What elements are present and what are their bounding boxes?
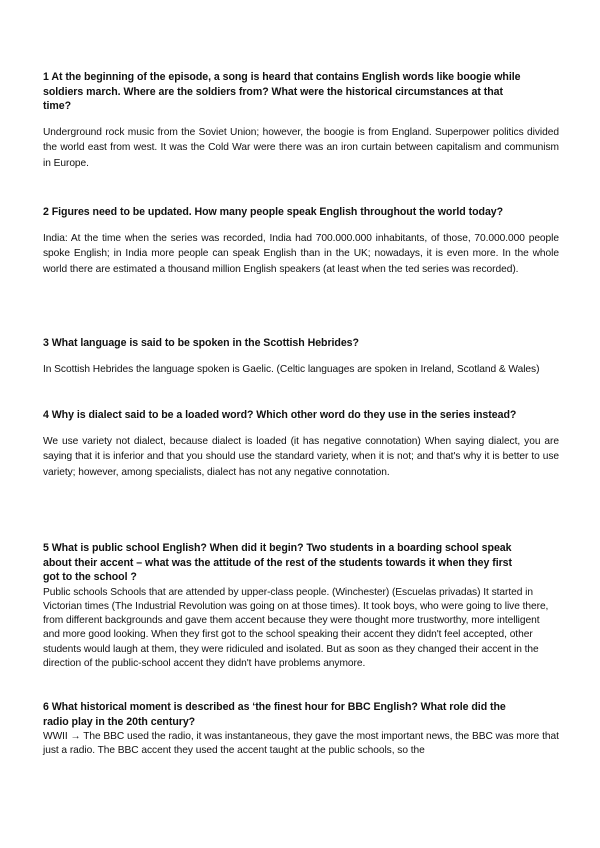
question-1: 1 At the beginning of the episode, a song is heard that contains English words like boogie while soldiers march. Where are the soldiers from? What were the historical circumstances at that time? [43, 71, 521, 112]
question-6: 6 What historical moment is described as ‘the finest hour for BBC English? What role did the radio play in the 20th century? [43, 701, 506, 728]
question-2: 2 Figures need to be updated. How many people speak English throughout the world today? [43, 206, 504, 218]
question-5: 5 What is public school English? When did it begin? Two students in a boarding school speak about their accent – what was the attitude of the rest of the students towards it when they first got to the school ? [43, 542, 512, 583]
question-3: 3 What language is said to be spoken in the Scottish Hebrides? [43, 337, 359, 349]
question-4: 4 Why is dialect said to be a loaded word? Which other word do they use in the series instead? [43, 409, 517, 421]
answer-3: In Scottish Hebrides the language spoken is Gaelic. (Celtic languages are spoken in Ireland, Scotland & Wales) [43, 363, 540, 375]
question-block-2 [43, 205, 559, 277]
answer-6: WWII → The BBC used the radio, it was instantaneous, they gave the most important news, the BBC was more that just a radio. The BBC accent they used the accent taught at the public schools, so the [43, 731, 559, 757]
answer-2: India: At the time when the series was recorded, India had 700.000.000 inhabitants, of those, 70.000.000 people spoke English; in India more people can speak English than in the UK; nowadays, it is even more. In the whole world there are estimated a thousand million English speakers (at least when the ted series was recorded). [43, 232, 559, 275]
question-block-4 [43, 408, 559, 480]
question-block-5 [43, 541, 559, 671]
answer-5: Public schools Schools that are attended by upper-class people. (Winchester) (Escuelas privadas) It started in Victorian times (The Industrial Revolution was going on at those times). It took boys, who were going to live there, from different backgrounds and gave them accent because they were thought more trustworthy, more intelligent and more good looking. When they first got to the school speaking their accent they didn't feel accepted, other students would laugh at them, they were ridiculed and isolated. But as soon as they changed their accent in the direction of the public-school accent they didn't have problems anymore. [43, 586, 549, 669]
question-block-3 [43, 336, 559, 377]
answer-4: We use variety not dialect, because dialect is loaded (it has negative connotation) When saying dialect, you are saying that it is inferior and that you should use the standard variety, when it is not; and that's why it is better to use variety; however, among specialists, dialect has not any negative connotation. [43, 435, 559, 478]
answer-1: Underground rock music from the Soviet Union; however, the boogie is from England. Superpower politics divided the world east from west. It was the Cold War were there was an iron curtain between capitalism and communism in Europe. [43, 126, 559, 169]
question-block-6 [43, 700, 559, 759]
question-block-1 [43, 70, 559, 171]
